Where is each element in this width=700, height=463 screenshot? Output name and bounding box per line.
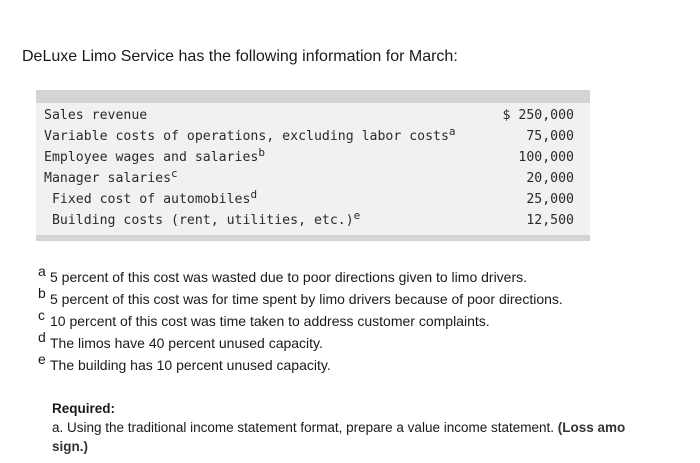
row-label: Variable costs of operations, excluding labor costs$^a$ — [44, 125, 456, 144]
footnote-text: The building has 10 percent unused capacity. — [50, 357, 331, 373]
footnote-text: 10 percent of this cost was time taken to address customer complaints. — [50, 313, 490, 329]
footnote-marker: b — [38, 285, 46, 301]
task-text: a. Using the traditional income statement format, prepare a value income statement. — [52, 420, 555, 435]
row-label: Employee wages and salaries$^b$ — [44, 146, 265, 165]
footnote-marker: c — [171, 167, 178, 180]
table-footer-band — [36, 235, 590, 241]
footnote-marker: c — [38, 307, 45, 323]
footnote-marker: d — [38, 329, 46, 345]
footnote-marker: b — [258, 146, 265, 159]
row-label: Manager salaries$^c$ — [44, 167, 178, 186]
row-value: 25,000 — [526, 192, 574, 207]
row-value: 75,000 — [526, 129, 574, 144]
table-row — [36, 168, 590, 189]
row-value: 20,000 — [526, 171, 574, 186]
table-row — [36, 189, 590, 210]
task-hint-continued: sign.) — [52, 439, 88, 454]
footnote-marker: a — [448, 125, 456, 138]
table-row — [36, 105, 590, 126]
row-value: 100,000 — [518, 150, 574, 165]
row-label: Sales revenue — [44, 108, 148, 123]
footnote-marker: a — [38, 263, 46, 279]
footnote-marker: e — [353, 209, 361, 222]
intro-text: DeLuxe Limo Service has the following information for March: — [22, 48, 458, 65]
required-task — [52, 418, 625, 437]
required-heading: Required: — [52, 401, 116, 416]
row-label: Fixed cost of automobiles$^d$ — [44, 188, 258, 207]
row-value: 12,500 — [526, 213, 574, 228]
task-hint: (Loss amo — [557, 420, 626, 435]
footnote-marker: e — [38, 351, 46, 367]
row-value: $ 250,000 — [502, 108, 574, 123]
footnote-text: 5 percent of this cost was for time spent by limo drivers because of poor directions. — [50, 291, 563, 307]
row-label: Building costs (rent, utilities, etc.)$^e$ — [44, 209, 361, 228]
footnote-text: 5 percent of this cost was wasted due to poor directions given to limo drivers. — [50, 269, 528, 285]
cost-table — [36, 90, 590, 241]
footnote-text: The limos have 40 percent unused capacity. — [50, 335, 323, 351]
table-row — [36, 210, 590, 231]
table-row — [36, 147, 590, 168]
table-row — [36, 126, 590, 147]
footnote-marker: d — [250, 188, 258, 201]
cost-rows — [36, 105, 590, 231]
table-header-band — [36, 90, 590, 103]
required-section — [52, 399, 625, 456]
